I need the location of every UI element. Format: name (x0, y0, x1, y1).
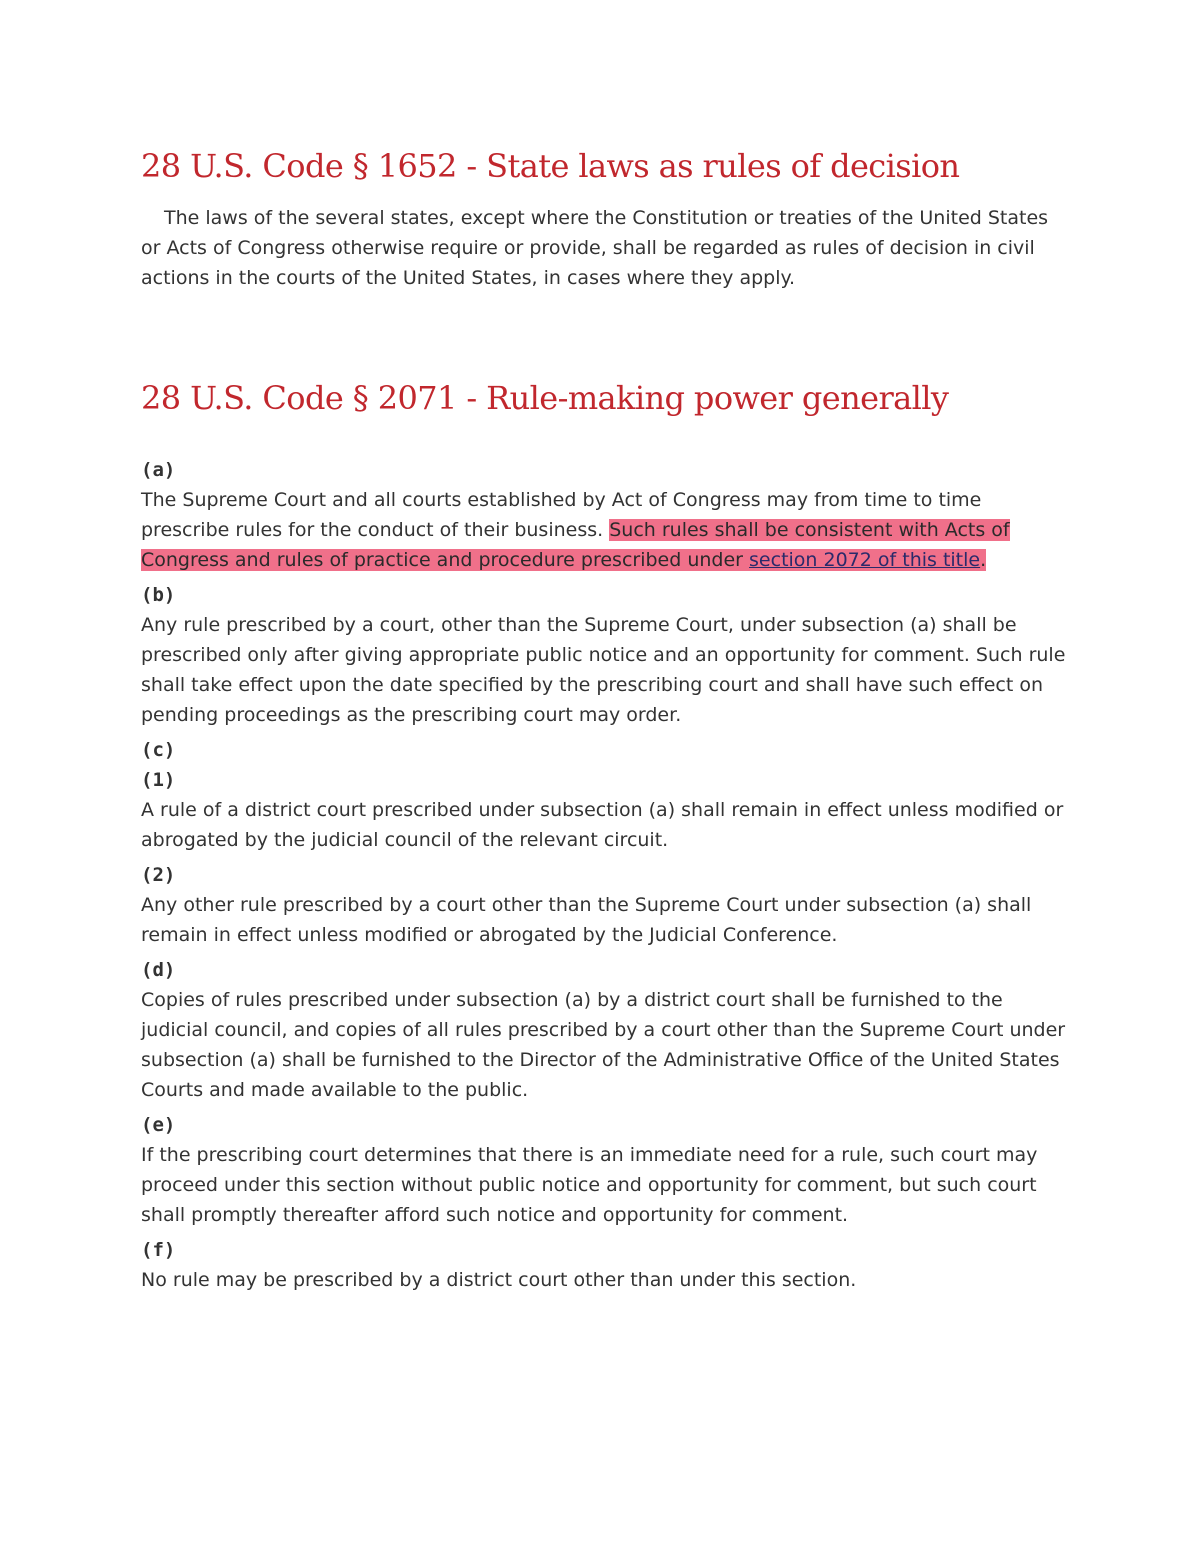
paragraph-c1-text: A rule of a district court prescribed under subsection (a) shall remain in effect unless modified or abrogated by the judicial council of the relevant circuit. (141, 799, 1064, 851)
subsection-c-label: (c) (141, 739, 176, 761)
paragraph-c2-text: Any other rule prescribed by a court other than the Supreme Court under subsection (a) shall remain in effect unless modified or abrogated by the Judicial Conference. (141, 894, 1032, 946)
document-content (141, 145, 1071, 1295)
section-2072-link[interactable]: section 2072 of this title (749, 549, 981, 571)
subsection-e-text: If the prescribing court determines that there is an immediate need for a rule, such court may proceed under this section without public notice and opportunity for comment, but such court shall promptly thereafter afford such notice and opportunity for comment. (141, 1144, 1038, 1226)
subsection-f-text: No rule may be prescribed by a district court other than under this section. (141, 1269, 857, 1291)
section-1652-text: The laws of the several states, except where the Constitution or treaties of the United States or Acts of Congress otherwise require or provide, shall be regarded as rules of decision in civil actions in the courts of the United States, in cases where they apply. (141, 207, 1049, 289)
subsection-b-label: (b) (141, 584, 176, 606)
subsection-f-label: (f) (141, 1239, 176, 1261)
section-1652-heading: 28 U.S. Code § 1652 - State laws as rules of decision (141, 147, 960, 185)
subsection-a-text-start: The Supreme Court and all courts established by Act of Congress may from time to time prescribe rules for the conduct of their business. (141, 489, 982, 541)
section-2071-heading: 28 U.S. Code § 2071 - Rule-making power generally (141, 379, 949, 417)
highlighted-sentence: Such rules shall be consistent with Acts of Congress and rules of practice and procedure prescribed under (141, 519, 1010, 571)
paragraph-c2-label: (2) (141, 864, 176, 886)
subsection-b-text: Any rule prescribed by a court, other than the Supreme Court, under subsection (a) shall be prescribed only after giving appropriate public notice and an opportunity for comment. Such rule shall take effect upon the date specified by the prescribing court and shall have such effect on pending proceedings as the prescribing court may order. (141, 614, 1066, 726)
subsection-d-label: (d) (141, 959, 176, 981)
subsection-a-text (141, 485, 1071, 575)
subsection-a-label: (a) (141, 459, 176, 481)
subsection-d-text: Copies of rules prescribed under subsection (a) by a district court shall be furnished to the judicial council, and copies of all rules prescribed by a court other than the Supreme Court under subsection (a) shall be furnished to the Director of the Administrative Office of the United States Courts and made available to the public. (141, 989, 1066, 1101)
highlight-period: . (980, 549, 987, 571)
paragraph-c1-label: (1) (141, 769, 176, 791)
subsection-e-label: (e) (141, 1114, 176, 1136)
